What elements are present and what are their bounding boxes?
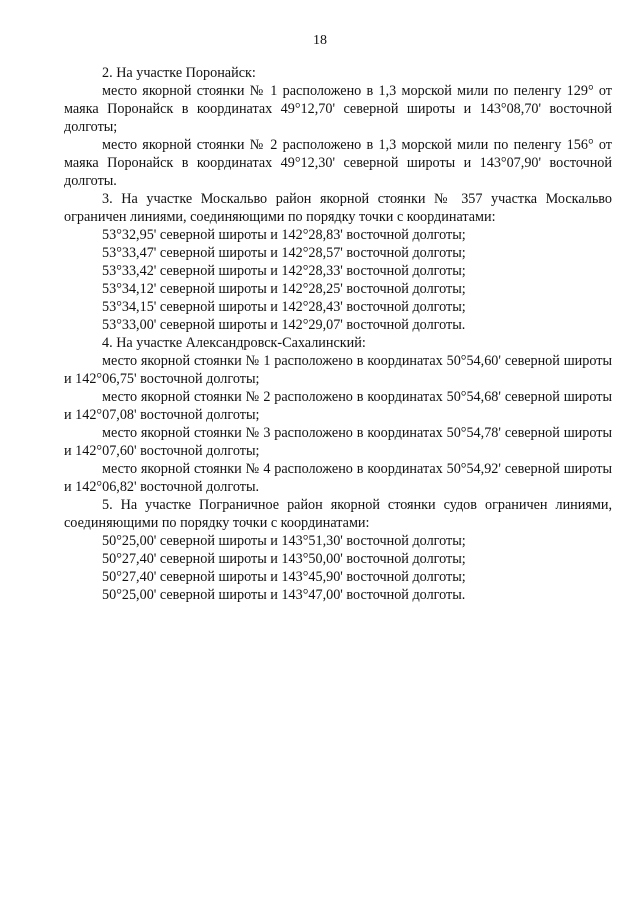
coordinate-line: 53°34,12' северной широты и 142°28,25' восточной долготы; (102, 281, 466, 297)
section-heading: 2. На участке Поронайск: (102, 65, 256, 81)
section-heading: 4. На участке Александровск-Сахалинский: (102, 335, 366, 351)
paragraph: место якорной стоянки № 4 расположено в координатах 50°54,92' северной широты и 142°06,82' восточной долготы. (64, 461, 612, 495)
coordinate-line: 53°32,95' северной широты и 142°28,83' восточной долготы; (102, 227, 466, 243)
paragraph: место якорной стоянки № 2 расположено в координатах 50°54,68' северной широты и 142°07,08' восточной долготы; (64, 389, 612, 423)
coordinate-line: 53°34,15' северной широты и 142°28,43' восточной долготы; (102, 299, 466, 315)
paragraph: место якорной стоянки № 1 расположено в 1,3 морской мили по пеленгу 129° от маяка Поронайск в координатах 49°12,70' северной широты и 143°08,70' восточной долготы; (64, 83, 612, 135)
paragraph: место якорной стоянки № 2 расположено в 1,3 морской мили по пеленгу 156° от маяка Поронайск в координатах 49°12,30' северной широты и 143°07,90' восточной долготы. (64, 137, 612, 189)
coordinate-line: 50°25,00' северной широты и 143°51,30' восточной долготы; (102, 533, 466, 549)
coordinate-line: 53°33,00' северной широты и 142°29,07' восточной долготы. (102, 317, 466, 333)
coordinate-line: 53°33,47' северной широты и 142°28,57' восточной долготы; (102, 245, 466, 261)
coordinate-line: 50°25,00' северной широты и 143°47,00' восточной долготы. (102, 587, 466, 603)
coordinate-line: 50°27,40' северной широты и 143°45,90' восточной долготы; (102, 569, 466, 585)
section-heading: 3. На участке Москальво район якорной стоянки № 357 участка Москальво ограничен линиями, соединяющими по порядку точки с координатами: (64, 191, 612, 225)
coordinate-line: 53°33,42' северной широты и 142°28,33' восточной долготы; (102, 263, 466, 279)
section-heading: 5. На участке Пограничное район якорной стоянки судов ограничен линиями, соединяющими по порядку точки с координатами: (64, 497, 612, 531)
page-number: 18 (313, 33, 327, 48)
paragraph: место якорной стоянки № 3 расположено в координатах 50°54,78' северной широты и 142°07,60' восточной долготы; (64, 425, 612, 459)
paragraph: место якорной стоянки № 1 расположено в координатах 50°54,60' северной широты и 142°06,75' восточной долготы; (64, 353, 612, 387)
coordinate-line: 50°27,40' северной широты и 143°50,00' восточной долготы; (102, 551, 466, 567)
document-body (64, 64, 612, 604)
